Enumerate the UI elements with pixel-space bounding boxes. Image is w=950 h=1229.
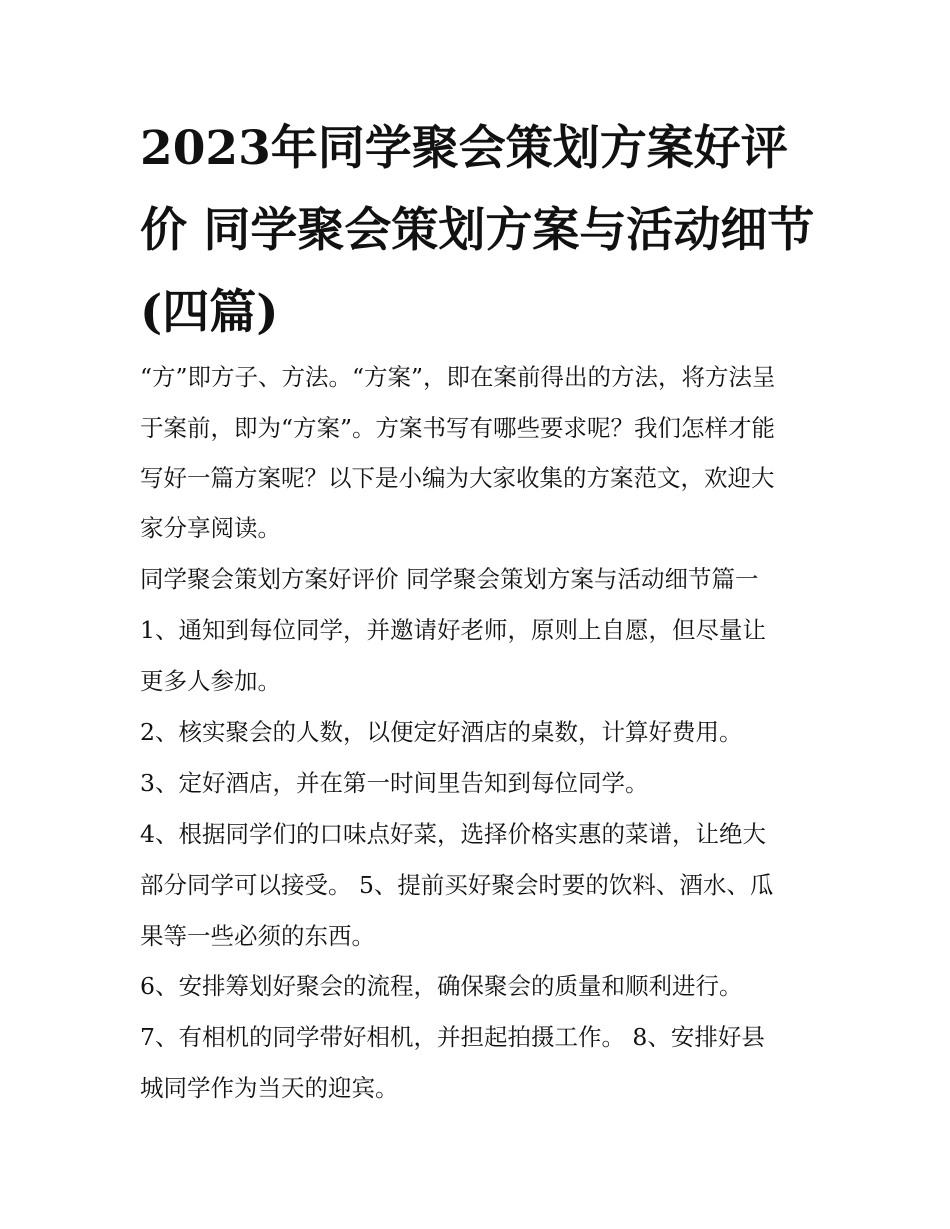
intro-line-4: 家分享阅读。 bbox=[140, 514, 281, 542]
list-item-6: 6、安排筹划好聚会的流程，确保聚会的质量和顺利进行。 bbox=[140, 972, 743, 1000]
intro-line-2: 于案前，即为“方案”。方案书写有哪些要求呢？我们怎样才能 bbox=[140, 414, 776, 442]
document-title: 2023年同学聚会策划方案好评价 同学聚会策划方案与活动细节(四篇) bbox=[140, 121, 815, 340]
list-item-5-line-2: 果等一些必须的东西。 bbox=[140, 922, 375, 950]
list-item-4-line-1: 4、根据同学们的口味点好菜，选择价格实惠的菜谱，让绝大 bbox=[140, 820, 766, 848]
intro-line-1: “方”即方子、方法。“方案”，即在案前得出的方法，将方法呈 bbox=[140, 363, 776, 391]
list-item-4-5-line: 部分同学可以接受。 5、提前买好聚会时要的饮料、酒水、瓜 bbox=[140, 871, 774, 899]
list-item-1-line-1: 1、通知到每位同学，并邀请好老师，原则上自愿，但尽量让 bbox=[140, 616, 766, 644]
list-item-2: 2、核实聚会的人数，以便定好酒店的桌数，计算好费用。 bbox=[140, 718, 743, 746]
list-item-1-line-2: 更多人参加。 bbox=[140, 667, 281, 695]
list-item-8-line-2: 城同学作为当天的迎宾。 bbox=[140, 1074, 399, 1102]
list-item-7-8-line: 7、有相机的同学带好相机，并担起拍摄工作。 8、安排好县 bbox=[140, 1023, 765, 1051]
section-heading: 同学聚会策划方案好评价 同学聚会策划方案与活动细节篇一 bbox=[140, 565, 759, 593]
intro-line-3: 写好一篇方案呢？以下是小编为大家收集的方案范文，欢迎大 bbox=[140, 464, 775, 492]
list-item-3: 3、定好酒店，并在第一时间里告知到每位同学。 bbox=[140, 769, 649, 797]
